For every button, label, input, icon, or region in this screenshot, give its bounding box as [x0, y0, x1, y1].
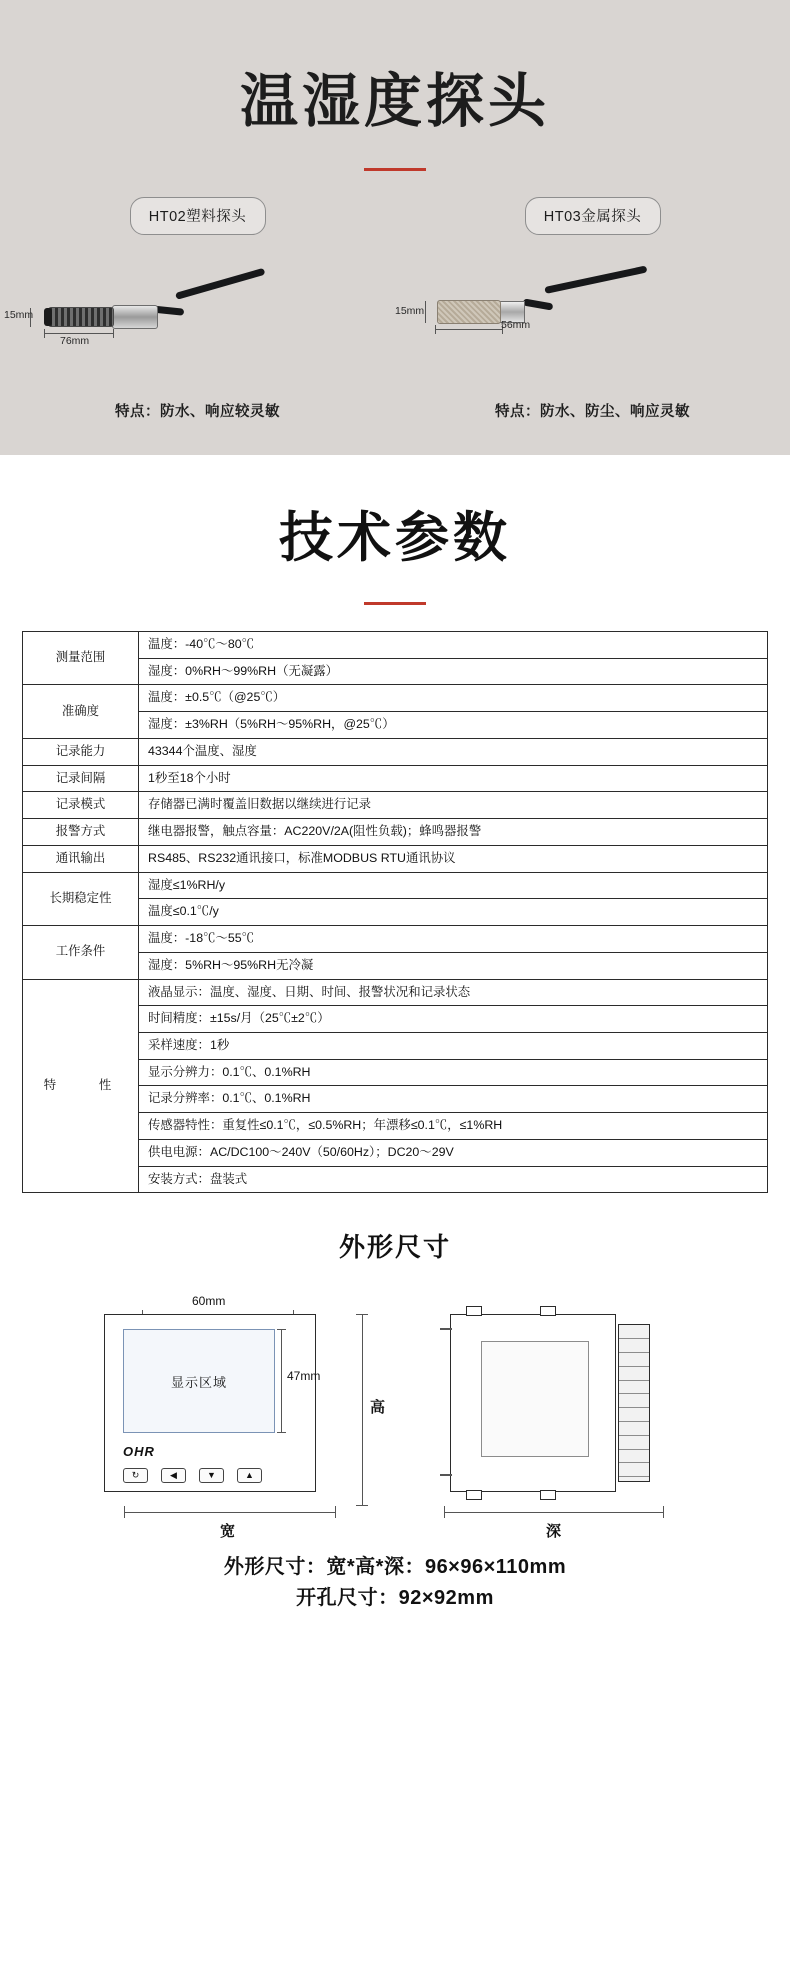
- table-row: [23, 792, 768, 819]
- spec-value: 湿度≤1%RH/y: [139, 872, 768, 899]
- dim-line-length: [44, 333, 114, 334]
- spec-key: 测量范围: [23, 632, 139, 685]
- spec-table-wrap: [0, 631, 790, 1193]
- dim-tick-left: [44, 329, 45, 338]
- dim-label-height-ht03: 15mm: [395, 305, 425, 317]
- probe-section: [0, 0, 790, 455]
- front-view-figure: [104, 1292, 390, 1541]
- table-row: [23, 738, 768, 765]
- dimension-notes: [0, 1544, 790, 1640]
- table-row: [23, 632, 768, 659]
- probe-illustration-ht03: [395, 269, 790, 389]
- terminal-slot: [619, 1450, 649, 1464]
- probe-card-ht03: [395, 197, 790, 427]
- dim-label-length-ht03: 56mm: [501, 319, 531, 331]
- spec-value: 记录分辨率：0.1℃、0.1%RH: [139, 1086, 768, 1113]
- terminal-slot: [619, 1463, 649, 1477]
- probe-body-metal: [112, 305, 158, 329]
- spec-value: 温度：-18℃～55℃: [139, 926, 768, 953]
- device-side-body: [450, 1314, 616, 1492]
- key-button-enter[interactable]: ↻: [123, 1468, 148, 1483]
- spec-key: 特 性: [23, 979, 139, 1193]
- front-right-label: 高: [370, 1399, 386, 1417]
- tech-params-section: [0, 455, 790, 1193]
- spec-table: [22, 631, 768, 1193]
- side-stub: [440, 1328, 452, 1330]
- terminal-slot: [619, 1381, 649, 1395]
- spec-value: 采样速度：1秒: [139, 1033, 768, 1060]
- dim-label-length-ht02: 76mm: [60, 335, 90, 347]
- terminal-block: [618, 1324, 650, 1482]
- spec-key: 工作条件: [23, 926, 139, 979]
- mounting-clip: [466, 1306, 482, 1316]
- device-side-body-wrap: [436, 1314, 664, 1492]
- probe-feature-ht03: 特点：防水、防尘、响应灵敏: [495, 404, 690, 420]
- spec-key: 记录模式: [23, 792, 139, 819]
- title-divider: [364, 168, 426, 171]
- dim-label-height-ht02: 15mm: [4, 309, 34, 321]
- front-right-dim-line: [362, 1314, 363, 1506]
- key-button-up[interactable]: ▲: [237, 1468, 262, 1483]
- spec-value: 温度≤0.1℃/y: [139, 899, 768, 926]
- overall-size-note: 外形尺寸：宽*高*深：96×96×110mm: [223, 1556, 567, 1579]
- dim-tick: [663, 1506, 664, 1518]
- table-row: [23, 765, 768, 792]
- probe-sensor-head: [437, 300, 501, 324]
- spec-value: 温度：-40℃～80℃: [139, 632, 768, 659]
- probe-sensor-head: [48, 307, 114, 327]
- side-bottom-dim-line: [444, 1512, 664, 1513]
- spec-value: 湿度：0%RH～99%RH（无凝露）: [139, 658, 768, 685]
- dim-tick: [444, 1506, 445, 1518]
- spec-value: 液晶显示：温度、湿度、日期、时间、报警状况和记录状态: [139, 979, 768, 1006]
- table-row: [23, 979, 768, 1006]
- spec-key: 记录能力: [23, 738, 139, 765]
- tech-params-divider: [364, 602, 426, 605]
- key-button-down[interactable]: ▼: [199, 1468, 224, 1483]
- spec-value: 43344个温度、湿度: [139, 738, 768, 765]
- side-view-figure: [436, 1292, 686, 1541]
- dimensions-section: [0, 1193, 790, 1674]
- spec-value: 传感器特性：重复性≤0.1℃，≤0.5%RH；年漂移≤0.1℃，≤1%RH: [139, 1113, 768, 1140]
- tech-params-title: 技术参数: [279, 508, 511, 568]
- terminal-slot: [619, 1339, 649, 1353]
- display-area-label: 显示区域: [170, 1375, 227, 1391]
- spec-key: 准确度: [23, 685, 139, 738]
- probe-row: [0, 197, 790, 427]
- terminal-slot: [619, 1394, 649, 1408]
- spec-key: 报警方式: [23, 819, 139, 846]
- probe-label-ht03: HT03金属探头: [525, 197, 661, 235]
- probe-illustration-ht02: [0, 269, 395, 389]
- spec-value: 存储器已满时覆盖旧数据以继续进行记录: [139, 792, 768, 819]
- device-side-inner-panel: [481, 1341, 589, 1457]
- dim-tick: [356, 1314, 368, 1315]
- spec-key: 长期稳定性: [23, 872, 139, 925]
- probe-tip: [44, 308, 52, 326]
- probe-cable: [544, 265, 647, 293]
- table-row: [23, 872, 768, 899]
- dim-line-height: [425, 301, 426, 323]
- dim-tick: [356, 1505, 368, 1506]
- probe-cable-bend: [523, 298, 554, 310]
- spec-value: 1秒至18个小时: [139, 765, 768, 792]
- spec-value: RS485、RS232通讯接口，标准MODBUS RTU通讯协议: [139, 845, 768, 872]
- table-row: [23, 685, 768, 712]
- terminal-slot: [619, 1353, 649, 1367]
- table-row: [23, 926, 768, 953]
- side-stub: [440, 1474, 452, 1476]
- mounting-clip: [540, 1490, 556, 1500]
- spec-key: 记录间隔: [23, 765, 139, 792]
- device-keypad: [123, 1468, 262, 1483]
- table-row: [23, 845, 768, 872]
- probe-feature-ht02: 特点：防水、响应较灵敏: [115, 404, 280, 420]
- probe-cable: [175, 268, 265, 300]
- dimensions-title: 外形尺寸: [338, 1232, 451, 1263]
- spec-value: 安装方式：盘装式: [139, 1166, 768, 1193]
- terminal-slot: [619, 1325, 649, 1339]
- spec-value: 湿度：±3%RH（5%RH～95%RH，@25℃）: [139, 712, 768, 739]
- dim-tick: [335, 1506, 336, 1518]
- dim-tick: [277, 1432, 286, 1433]
- spec-value: 供电电源：AC/DC100～240V（50/60Hz）；DC20～29V: [139, 1139, 768, 1166]
- dim-line-length: [435, 329, 503, 330]
- spec-value: 温度：±0.5℃（@25℃）: [139, 685, 768, 712]
- probe-card-ht02: [0, 197, 395, 427]
- device-display-area: [123, 1329, 275, 1433]
- page-title: 温湿度探头: [239, 69, 550, 134]
- dim-tick: [124, 1506, 125, 1518]
- dim-tick-left: [435, 325, 436, 334]
- device-front-body: [104, 1314, 321, 1492]
- cutout-size-note: 开孔尺寸：92×92mm: [296, 1587, 494, 1610]
- spec-value: 湿度：5%RH～95%RH无冷凝: [139, 952, 768, 979]
- table-row: [23, 819, 768, 846]
- dim-tick-right: [113, 329, 114, 338]
- dim-tick: [277, 1329, 286, 1330]
- front-height-dim-line: [281, 1329, 282, 1433]
- spec-value: 显示分辨力：0.1℃、0.1%RH: [139, 1059, 768, 1086]
- terminal-slot: [619, 1408, 649, 1422]
- key-button-left[interactable]: ◀: [161, 1468, 186, 1483]
- terminal-slot: [619, 1367, 649, 1381]
- side-bottom-label: 深: [546, 1523, 562, 1541]
- front-height-label: 47mm: [287, 1369, 321, 1384]
- probe-label-ht02: HT02塑料探头: [130, 197, 266, 235]
- brand-logo: OHR: [123, 1444, 155, 1460]
- spec-value: 时间精度：±15s/月（25℃±2℃）: [139, 1006, 768, 1033]
- mounting-clip: [466, 1490, 482, 1500]
- spec-key: 通讯输出: [23, 845, 139, 872]
- terminal-slot: [619, 1422, 649, 1436]
- front-bottom-label: 宽: [220, 1523, 236, 1541]
- terminal-slot: [619, 1436, 649, 1450]
- front-bottom-dim-line: [124, 1512, 336, 1513]
- dimension-figures: [0, 1292, 790, 1541]
- spec-value: 继电器报警，触点容量：AC220V/2A(阻性负载)；蜂鸣器报警: [139, 819, 768, 846]
- mounting-clip: [540, 1306, 556, 1316]
- front-width-label: 60mm: [192, 1294, 226, 1309]
